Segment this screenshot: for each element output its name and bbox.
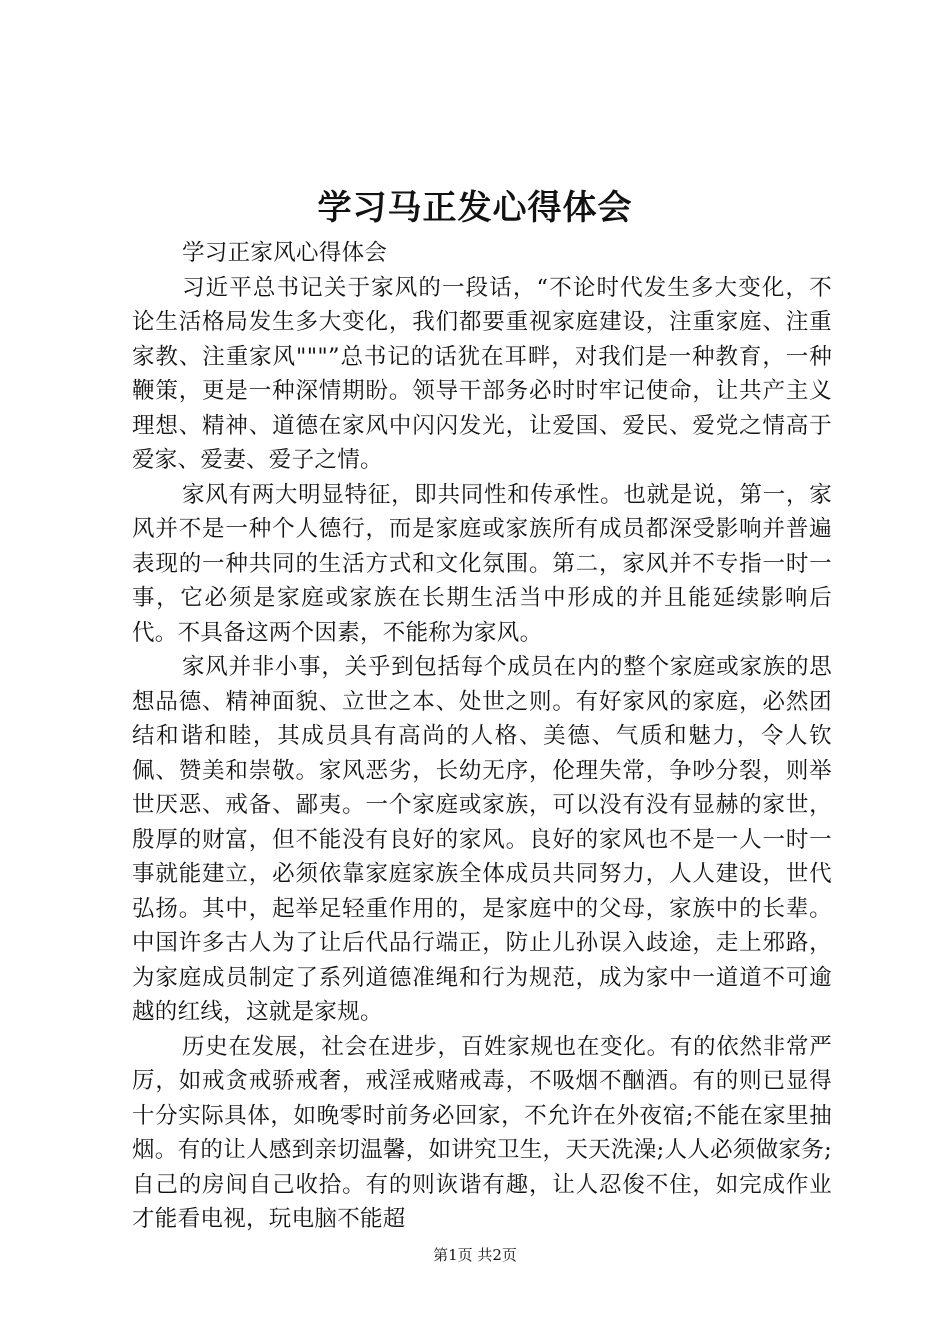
subtitle-paragraph: 学习正家风心得体会	[182, 240, 388, 266]
body-paragraph: 历史在发展，社会在进步，百姓家规也在变化。有的依然非常严厉，如戒贪戒骄戒奢，戒淫戒赌戒毒，不吸烟不酗酒。有的则已显得十分实际具体，如晚零时前务必回家，不允许在外夜宿;不能在家里抽烟。有的让人感到亲切温馨，如讲究卫生，天天洗澡;人人必须做家务;自己的房间自己收拾。有的则诙谐有趣，让人忍俊不住，如完成作业才能看电视，玩电脑不能超	[132, 1033, 832, 1232]
body-paragraph: 家风有两大明显特征，即共同性和传承性。也就是说，第一，家风并不是一种个人德行，而是家庭或家族所有成员都深受影响并普遍表现的一种共同的生活方式和文化氛围。第二，家风并不专指一时一事，它必须是家庭或家族在长期生活当中形成的并且能延续影响后代。不具备这两个因素，不能称为家风。	[132, 481, 832, 646]
body-paragraph: 习近平总书记关于家风的一段话，“不论时代发生多大变化，不论生活格局发生多大变化，我们都要重视家庭建设，注重家庭、注重家教、注重家风"""”总书记的话犹在耳畔，对我们是一种教育，一种鞭策，更是一种深情期盼。领导干部务必时时牢记使命，让共产主义理想、精神、道德在家风中闪闪发光，让爱国、爱民、爱党之情高于爱家、爱妻、爱子之情。	[132, 274, 832, 473]
document-body	[132, 236, 832, 1237]
document-title: 学习马正发心得体会	[317, 188, 633, 228]
body-paragraph: 家风并非小事，关乎到包括每个成员在内的整个家庭或家族的思想品德、精神面貌、立世之本、处世之则。有好家风的家庭，必然团结和谐和睦，其成员具有高尚的人格、美德、气质和魅力，令人钦佩、赞美和崇敬。家风恶劣，长幼无序，伦理失常，争吵分裂，则举世厌恶、戒备、鄙夷。一个家庭或家族，可以没有没有显赫的家世，殷厚的财富，但不能没有良好的家风。良好的家风也不是一人一时一事就能建立，必须依靠家庭家族全体成员共同努力，人人建设，世代弘扬。其中，起举足轻重作用的，是家庭中的父母，家族中的长辈。中国许多古人为了让后代品行端正，防止儿孙误入歧途，走上邪路，为家庭成员制定了系列道德准绳和行为规范，成为家中一道道不可逾越的红线，这就是家规。	[132, 654, 832, 1025]
page-number-footer: 第1页 共2页	[433, 1246, 517, 1264]
